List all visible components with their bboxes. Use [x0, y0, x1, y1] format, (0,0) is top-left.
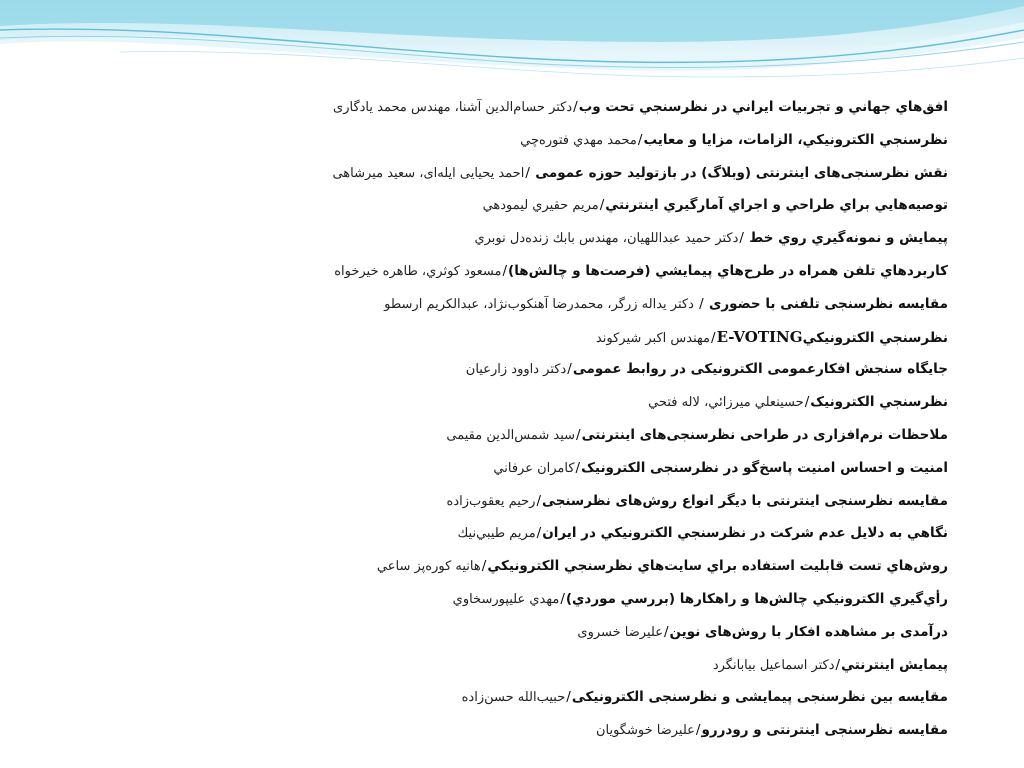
article-authors: مهدي عليپورسخاوي	[452, 591, 560, 607]
article-authors: دكتر داوود زارعيان	[465, 362, 567, 378]
article-title: پيمايش اينترنتي	[841, 656, 948, 673]
article-authors: محمد مهدي فتوره‌چي	[520, 132, 637, 148]
article-title: نگاهي به دلايل عدم شركت در نظرسنجي الكترونيكي در ايران	[542, 525, 948, 542]
article-item	[188, 255, 948, 288]
article-item	[188, 452, 948, 485]
article-item	[188, 616, 948, 649]
article-authors: مريم حقيري ليمودهي	[482, 198, 599, 214]
article-title: پيمايش و نمونه‌گيري روي خط	[749, 230, 948, 247]
article-item	[188, 485, 948, 518]
article-separator: /	[576, 426, 581, 443]
article-authors: دكتر حميد عبداللهيان، مهندس بابك زنده‌دل نوبري	[474, 231, 739, 247]
article-authors: مهندس اكبر شيركوند	[595, 330, 710, 346]
header-wave-decoration	[0, 0, 1024, 100]
article-title: مقایسه نظرسنجی اینترنتی و رودررو	[701, 722, 948, 739]
article-separator: /	[575, 459, 581, 476]
article-authors: دكتر اسماعيل بيابانگرد	[712, 657, 835, 673]
article-title: مقایسه نظرسنجی اینترنتی با دیگر انواع روش‌های نظرسنجی	[542, 492, 948, 509]
article-item	[188, 91, 948, 124]
article-title: رأي‌گيري الكترونيكي چالش‌ها و راهكارها (بررسي موردي)	[565, 590, 948, 607]
article-item	[188, 353, 948, 386]
article-authors: مريم طيبي‌نيك	[457, 526, 536, 542]
article-title: نظرسنجي الكترونيكي، الزامات، مزايا و معايب	[643, 131, 948, 148]
article-title-latin: E-VOTING	[716, 327, 803, 346]
article-separator: /	[536, 492, 542, 509]
article-item	[188, 649, 948, 682]
article-title: درآمدی بر مشاهده افکار با روش‌های نوین	[669, 623, 948, 640]
article-title: امنيت و احساس امنيت پاسخ‌گو در نظرسنجی الکترونیک	[581, 459, 948, 476]
article-item	[188, 419, 948, 452]
article-authors: احمد یحیایی ایله‌ای، سعید میرشاهی	[332, 165, 525, 181]
article-title: مقایسه بین نظرسنجی پیمایشی و نظرسنجی الکترونیکی	[571, 689, 948, 706]
article-item	[188, 157, 948, 190]
article-title: ملاحظات نرم‌افزاری در طراحی نظرسنجی‌های اینترنتی	[581, 426, 948, 443]
article-list	[188, 91, 948, 747]
article-title: كاربردهاي تلفن همراه در طرح‌هاي پيمايشي (فرصت‌ها و چالش‌ها)	[508, 262, 948, 279]
article-title: توصيه‌هايي براي طراحي و اجراي آمارگيري اينترنتي	[605, 197, 948, 214]
article-authors: رحیم یعقوب‌زاده	[446, 493, 536, 509]
article-item	[188, 321, 948, 354]
article-item	[188, 386, 948, 419]
article-item	[188, 124, 948, 157]
article-item	[188, 288, 948, 321]
article-authors: دکتر یداله زرگر، محمدرضا آهنکوب‌نژاد، عبدالکریم ارسطو	[384, 296, 694, 312]
article-separator: /	[694, 295, 709, 312]
article-item	[188, 517, 948, 550]
article-separator: /	[560, 590, 565, 607]
article-title: افق‌هاي جهاني و تجربيات ايراني در نظرسنجي تحت وب	[578, 99, 948, 115]
article-separator: /	[502, 262, 508, 279]
article-authors: حبیب‌الله حسن‌زاده	[461, 690, 566, 706]
article-separator: /	[573, 99, 578, 115]
article-separator: /	[663, 623, 669, 640]
article-separator: /	[525, 164, 535, 181]
article-item	[188, 714, 948, 747]
article-authors: حسينعلي ميرزائي، لاله فتحي	[648, 395, 804, 411]
article-authors: عليرضا خسروی	[577, 624, 663, 640]
article-separator: /	[835, 656, 841, 673]
article-item	[188, 583, 948, 616]
article-title: نظرسنجي الكترونيكي	[802, 329, 948, 346]
article-title: نقش نظرسنجی‌های اینترنتی (وبلاگ) در بازتولید حوزه عمومی	[535, 164, 948, 181]
article-separator: /	[481, 558, 487, 575]
article-separator: /	[711, 329, 716, 346]
article-item	[188, 222, 948, 255]
article-separator: /	[566, 689, 571, 706]
article-item	[188, 550, 948, 583]
article-item	[188, 681, 948, 714]
article-separator: /	[567, 361, 572, 378]
article-separator: /	[804, 394, 810, 411]
article-authors: سيد شمس‌الدين مقيمی	[446, 427, 576, 443]
article-separator: /	[739, 230, 749, 247]
article-title: جايگاه سنجش افكارعمومی الكترونيكی در روابط عمومی	[572, 361, 948, 378]
article-item	[188, 189, 948, 222]
article-separator: /	[695, 722, 701, 739]
article-authors: كامران عرفاني	[493, 460, 575, 476]
article-authors: هانيه كوره‌پز ساعي	[376, 559, 481, 575]
article-title: نظرسنجي الكترونيک	[810, 394, 948, 411]
article-separator: /	[536, 525, 542, 542]
article-separator: /	[599, 197, 605, 214]
article-separator: /	[637, 131, 643, 148]
article-authors: دكتر حسام‌الدين آشنا، مهندس محمد یادگاری	[333, 100, 573, 115]
article-authors: علیرضا خوشگویان	[595, 723, 695, 739]
article-title: مقایسه نظرسنجی تلفنی با حضوری	[709, 295, 948, 312]
article-authors: مسعود كوثري، طاهره خيرخواه	[334, 263, 502, 279]
article-title: روش‌هاي تست قابليت استفاده براي سايت‌هاي نظرسنجي الكترونيكي	[487, 558, 948, 575]
